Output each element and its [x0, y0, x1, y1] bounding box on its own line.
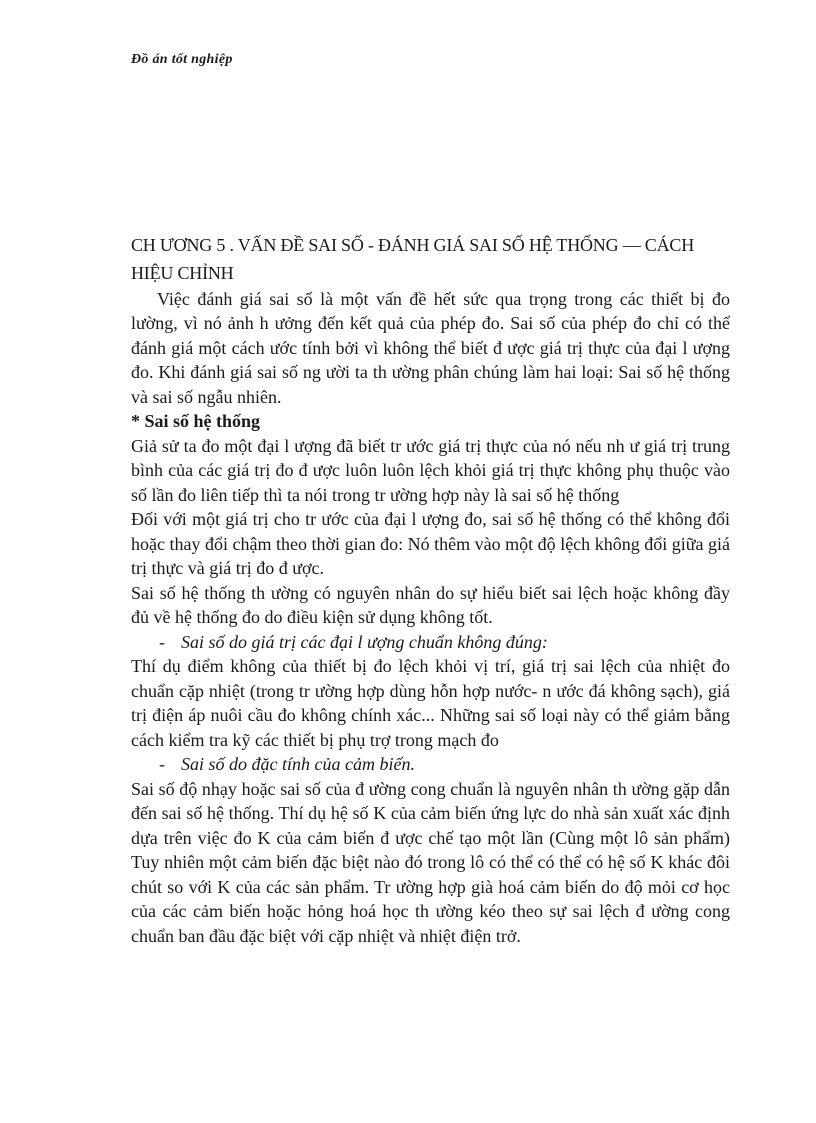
paragraph-reference-example: Thí dụ điểm không của thiết bị đo lệch khỏi vị trí, giá trị sai lệch của nhiệt đo chuẩn cặp nhiệt (trong tr ường hợp dùng hỗn hợp nước- n ước đá không sạch), giá trị điện áp nuôi cầu đo không chính xác... Những sai số loại này có thể giảm bằng cách kiểm tra kỹ các thiết bị phụ trợ trong mạch đo — [131, 656, 730, 750]
list-dash: - — [159, 754, 165, 774]
list-item-sensor-error — [131, 752, 730, 777]
section-heading-systematic-error: * Sai số hệ thống — [131, 411, 261, 431]
paragraph-definition: Giả sử ta đo một đại l ượng đã biết tr ước giá trị thực của nó nếu nh ư giá trị trung bình của các giá trị đo đ ược luôn luôn lệch khỏi giá trị thực không phụ thuộc vào số lần đo liên tiếp thì ta nói trong tr ường hợp này là sai số hệ thống — [131, 435, 730, 505]
paragraph-constant-offset: Đối với một giá trị cho tr ước của đại l ượng đo, sai số hệ thống có thể không đổi hoặc thay đổi chậm theo thời gian đo: Nó thêm vào một độ lệch không đổi giữa giá trị thực và giá trị đo đ ược. — [131, 509, 730, 578]
chapter-title: CH ƯƠNG 5 . VẤN ĐỀ SAI SỐ - ĐÁNH GIÁ SAI SỐ HỆ THỐNG — CÁCH HIỆU CHỈNH — [131, 234, 695, 283]
paragraph-causes: Sai số hệ thống th ường có nguyên nhân do sự hiểu biết sai lệch hoặc không đầy đủ về hệ thống đo do điều kiện sử dụng không tốt. — [131, 582, 730, 627]
paragraph-sensor-example: Sai số độ nhạy hoặc sai số của đ ường cong chuẩn là nguyên nhân th ường gặp dẫn đến sai số hệ thống. Thí dụ hệ số K của cảm biến ứng lực do nhà sản xuất xác định dựa trên việc đo K của cảm biến đ ược chế tạo một lần (Cùng một lô sản phẩm) Tuy nhiên một cảm biến đặc biệt nào đó trong lô có thể có thể có hệ số K khác đôi chút so với K của các sản phẩm. Tr ường hợp già hoá cảm biến do độ mỏi cơ học của các cảm biến hoặc hỏng hoá học th ường kéo theo sự sai lệch đ ường cong chuẩn ban đầu đặc biệt với cặp nhiệt và nhiệt điện trở. — [131, 778, 730, 946]
list-dash: - — [159, 631, 165, 652]
list-item-label: Sai số do giá trị các đại l ượng chuẩn không đúng: — [181, 631, 548, 652]
list-item-label: Sai số do đặc tính của cảm biến. — [181, 754, 415, 774]
page-header: Đồ án tốt nghiệp — [131, 52, 233, 67]
paragraph-intro: Việc đánh giá sai số là một vấn đề hết sức qua trọng trong các thiết bị đo lường, vì nó ảnh h ưởng đến kết quả của phép đo. Sai số của phép đo chỉ có thể đánh giá một cách ước tính bởi vì không thể biết đ ược giá trị thực của đại l ượng đo. Khi đánh giá sai số ng ười ta th ường phân chúng làm hai loại: Sai số hệ thống và sai số ngẫu nhiên. — [131, 288, 730, 407]
list-item-reference-error — [131, 630, 730, 655]
